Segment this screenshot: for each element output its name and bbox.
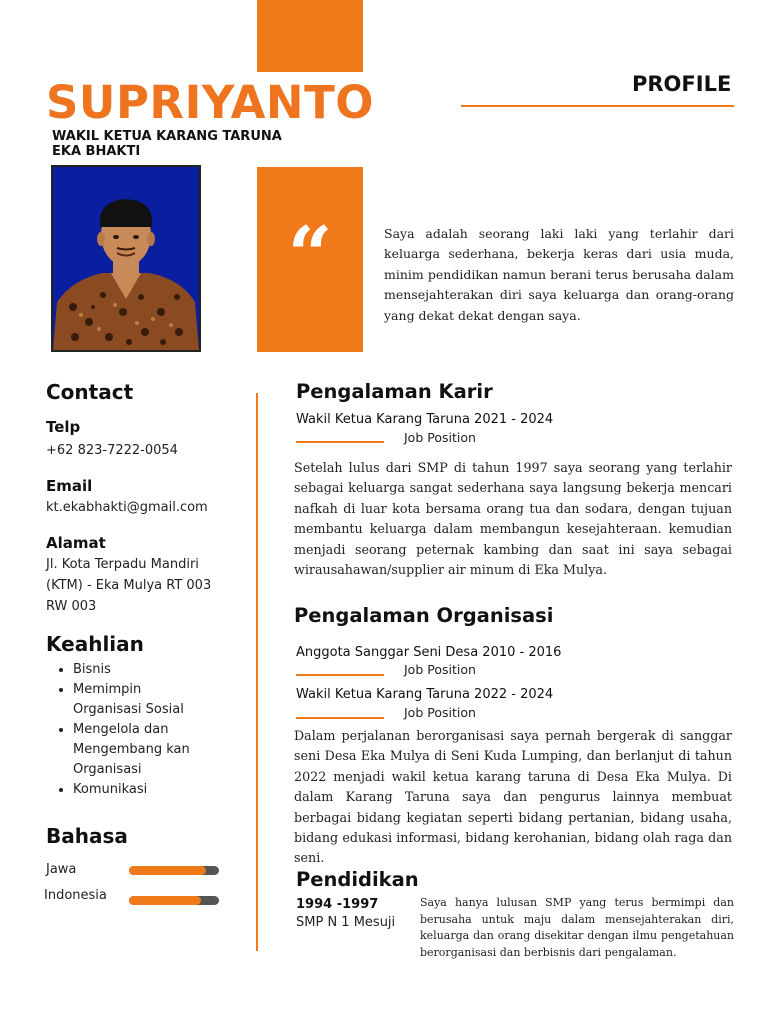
quote-icon: “	[287, 210, 333, 301]
job-position: Job Position	[404, 662, 476, 677]
job-title: Wakil Ketua Karang Taruna 2021 - 2024	[296, 412, 554, 427]
education-school: SMP N 1 Mesuji	[296, 915, 396, 930]
person-portrait-icon	[53, 167, 199, 350]
profile-photo	[51, 165, 201, 352]
profile-text: Saya adalah seorang laki laki yang terlahir dari keluarga sederhana, bekerja keras dari usia muda, minim pendidikan namun berani terus berusaha dalam mensejahterakan diri saya keluarga dan orang-orang yang dekat dekat dengan saya.	[384, 226, 734, 323]
career-title: Pengalaman Karir	[296, 380, 493, 403]
skills-list	[52, 660, 193, 800]
career-text: Setelah lulus dari SMP di tahun 1997 saya seorang yang terlahir sebagai keluarga sangat sederhana saya langsung bekerja mencari nafkah di luar kota bersama orang tua dan sodara, dengan tujuan membantu keluarga dalam membangun kesejahteraan. kemudian menjadi seorang peternak kambing dan saat ini saya sebagai wirausahawan/supplier air minum di Eka Mulya.	[294, 460, 732, 578]
skill-item: • Bisnis	[73, 660, 193, 680]
education-years: 1994 -1997	[296, 897, 379, 912]
skill-item: • Mengelola dan Mengembang kan Organisasi	[73, 720, 193, 780]
job-title: Anggota Sanggar Seni Desa 2010 - 2016	[296, 645, 562, 660]
skill-item: • Memimpin Organisasi Sosial	[73, 680, 193, 720]
language-level-fill	[129, 866, 206, 875]
alamat-label: Alamat	[46, 534, 106, 552]
email-value: kt.ekabhakti@gmail.com	[46, 500, 208, 515]
organization-text: Dalam perjalanan berorganisasi saya pernah bergerak di sanggar seni Desa Eka Mulya di Seni Kuda Lumping, dan berlanjut di tahun 2022 menjadi wakil ketua karang taruna di Desa Eka Mulya. Di dalam Karang Taruna saya dan pengurus lainnya membuat berbagai bidang kegiatan seperti bidang pertanian, bidang usaha, bidang edukasi informasi, bidang kerohanian, bidang olah raga dan seni.	[294, 728, 732, 866]
job-title: Wakil Ketua Karang Taruna 2022 - 2024	[296, 687, 554, 702]
job-underline	[296, 441, 384, 443]
language-name: Indonesia	[44, 888, 107, 903]
skills-title: Keahlian	[46, 632, 144, 656]
job-position: Job Position	[404, 430, 476, 445]
telp-value: +62 823-7222-0054	[46, 443, 178, 458]
alamat-value: Jl. Kota Terpadu Mandiri (KTM) - Eka Mulya RT 003 RW 003	[46, 557, 212, 614]
education-title: Pendidikan	[296, 868, 419, 891]
languages-title: Bahasa	[46, 824, 128, 848]
organization-title: Pengalaman Organisasi	[294, 604, 554, 627]
contact-title: Contact	[46, 380, 134, 404]
telp-label: Telp	[46, 418, 81, 436]
quote-block	[257, 167, 363, 352]
accent-block-top	[257, 0, 363, 72]
job-position: Job Position	[404, 705, 476, 720]
language-level-bar	[129, 866, 219, 875]
email-label: Email	[46, 477, 93, 495]
language-level-fill	[129, 896, 201, 905]
profile-divider	[461, 105, 734, 107]
language-name: Jawa	[46, 862, 77, 877]
person-name: SUPRIYANTO	[46, 76, 375, 129]
language-level-bar	[129, 896, 219, 905]
education-text: Saya hanya lulusan SMP yang terus bermimpi dan berusaha untuk maju dalam mensejahterakan diri, keluarga dan orang disekitar dengan ilmu pengetahuan berorganisasi dan berbisnis dari pengalaman.	[420, 896, 734, 959]
skill-item: • Komunikasi	[73, 780, 193, 800]
profile-title: PROFILE	[632, 72, 732, 96]
job-underline	[296, 674, 384, 676]
person-role: WAKIL KETUA KARANG TARUNA EKA BHAKTI	[52, 129, 282, 159]
job-underline	[296, 717, 384, 719]
column-divider	[256, 393, 258, 951]
